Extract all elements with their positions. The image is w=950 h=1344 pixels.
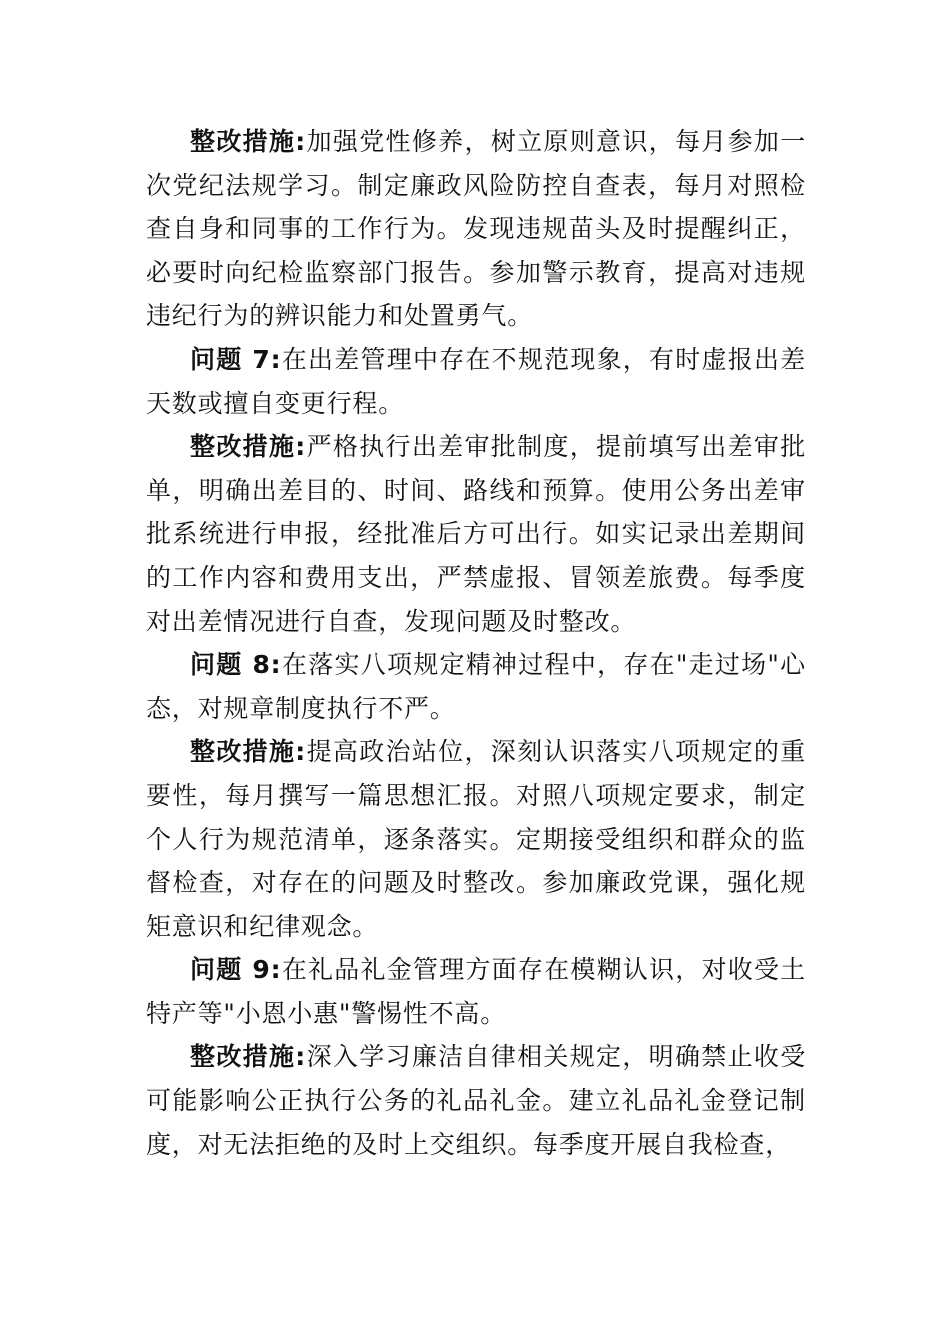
paragraph-issue-8 xyxy=(146,643,806,730)
paragraph-text: 在出差管理中存在不规范现象，有时虚报出差天数或擅自变更行程。 xyxy=(146,344,806,418)
paragraph-text: 加强党性修养，树立原则意识，每月参加一次党纪法规学习。制定廉政风险防控自查表，每月对照检查自身和同事的工作行为。发现违规苗头及时提醒纠正，必要时向纪检监察部门报告。参加警示教育，提高对违规违纪行为的辨识能力和处置勇气。 xyxy=(146,127,807,331)
paragraph-measures-8 xyxy=(146,730,806,948)
paragraph-text: 在落实八项规定精神过程中，存在"走过场"心态，对规章制度执行不严。 xyxy=(146,650,806,723)
paragraph-label: 问题 9: xyxy=(190,955,282,985)
paragraph-label: 整改措施: xyxy=(190,127,307,156)
paragraph-text: 深入学习廉洁自律相关规定，明确禁止收受可能影响公正执行公务的礼品礼金。建立礼品礼金登记制度，对无法拒绝的及时上交组织。每季度开展自我检查， xyxy=(146,1042,807,1159)
paragraph-label: 整改措施: xyxy=(190,737,307,767)
paragraph-measures-7 xyxy=(146,425,806,643)
paragraph-label: 整改措施: xyxy=(190,1042,307,1072)
paragraph-label: 问题 8: xyxy=(190,650,282,680)
paragraph-measures-1 xyxy=(146,120,806,338)
paragraph-text: 提高政治站位，深刻认识落实八项规定的重要性，每月撰写一篇思想汇报。对照八项规定要求，制定个人行为规范清单，逐条落实。定期接受组织和群众的监督检查，对存在的问题及时整改。参加廉政党课，强化规矩意识和纪律观念。 xyxy=(146,737,807,941)
paragraph-issue-7 xyxy=(146,338,806,425)
paragraph-measures-9 xyxy=(146,1035,806,1166)
paragraph-label: 整改措施: xyxy=(190,432,307,462)
paragraph-issue-9 xyxy=(146,948,806,1035)
paragraph-text: 在礼品礼金管理方面存在模糊认识，对收受土特产等"小恩小惠"警惕性不高。 xyxy=(146,955,806,1028)
document-body xyxy=(146,120,806,1166)
paragraph-text: 严格执行出差审批制度，提前填写出差审批单，明确出差目的、时间、路线和预算。使用公务出差审批系统进行申报，经批准后方可出行。如实记录出差期间的工作内容和费用支出，严禁虚报、冒领差旅费。每季度对出差情况进行自查，发现问题及时整改。 xyxy=(146,432,807,636)
paragraph-label: 问题 7: xyxy=(190,344,282,374)
